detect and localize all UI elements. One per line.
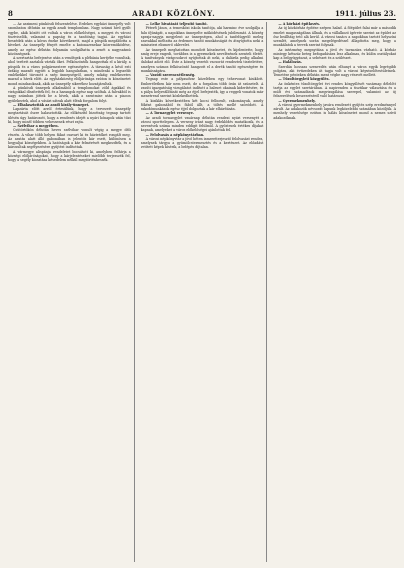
article-paragraph: A városi gyermekmenhely javára rendezett gyűjtés szép eredménnyel zárult. Az adakozók névsorát lapunk legközelebbi számában közöljük. A menhely vezetősége ezúton is hálás köszönetet mond a nemes szívű adakozóknak. [273, 102, 397, 120]
article-headline: — Vasúti szerencsétlenség. [145, 73, 196, 77]
issue-date: 1911. július 23. [335, 9, 396, 18]
article-paragraph: A városi népkönyvtár a jövő héten ismeretterjesztő felolvasást rendez, amelynek tárgya a gyümölcstermesztés és a kertészet. Az előadást vetített képek kísérik, a belépés díjtalan. [140, 136, 264, 150]
article-paragraph: Lapzárta előtt arról értesülünk, hogy a tervezett ünnepély megtartását őszre halasztották. Az előkészítő bizottság tegnap tartott ülésén úgy határozott, hogy a rendezés idejét a nyári hónapok után tűzi ki, hogy minél többen vehessenek részt rajta. [8, 107, 131, 124]
column-right [273, 22, 396, 562]
article-paragraph: — Az aszimeni pünkösdi felszentelése. Érdekes egyházi ünnepély volt szombaton délután az egyik aradi templomban. Nagy számú hívő gyűlt egybe, akik között ott voltak a város előkelőségei, a megyei és városi tisztviselők, valamint a papság és a tanítóság tagjai. Az egyházi beszédek után a kórus éneke következett, majd a püspök megáldotta a híveket. Az ünnepély fényét emelte a katonazenekar közreműködése, amely az egész délután folyamán szolgáltatta a zenét a nagyszámú közönségnek. [8, 22, 131, 56]
article-headline: — Gyermekmenhely. [278, 98, 316, 103]
column-middle [141, 22, 268, 562]
article-paragraph: Péterfi János, a temesközi iskola tanítója, aki harminc éve szolgálja a falu ifjúságát, a napokban ünnepelte működésének jubileumát. A község apraja-nagyja megjelent az ünnepségen, ahol a tanfelügyelő meleg szavakkal méltatta az érdemes tanító munkásságát és átnyújtotta neki a miniszteri elismerő oklevelet. [140, 26, 264, 48]
article-paragraph: A pünkösdi ünnepek alkalmából a templomokat zöld ágakkal és virágokkal díszítették fel, és a harangok egész nap szóltak. A falvakból is nagy számban jöttek be a hívek, akik a szentmise után a piacon gyülekeztek, ahol a vásári sátrak alatt élénk forgalom folyt. [8, 85, 131, 103]
article-columns [8, 22, 396, 562]
article-headline: — Halálozás. [278, 60, 302, 65]
article-paragraph: A szertartás befejezése után a vendégek a plébánia kertjébe vonultak, ahol terített asztalok várták őket. Felköszöntők hangzottak el a király, a püspök és a város polgármestere egészségére. A társaság a késő esti órákig maradt együtt a legjobb hangulatban, s mindenki a legszebb emlékekkel távozott a szép ünnepségről, amely sokáig emlékezetes marad a hívek előtt. Az egyházközség elöljárósága ezúton is köszönetet mond mindazoknak, akik az ünnepély sikeréhez hozzájárultak. [8, 56, 131, 86]
article-headline: — Tűzoltóegyleti közgyűlés. [278, 77, 330, 82]
article-paragraph: A vármegye alispánja rendeletet bocsátott ki, amelyben felhívja a községi elöljáróságokat, hogy a kárjelentéseket mielőbb terjesszék fel, hogy a segély kiosztása késedelem nélkül megtörténhessék. [8, 149, 131, 162]
column-left [8, 22, 135, 562]
article-headline: — Lelke hivatását teljesítő tanító. [145, 22, 208, 26]
article-headline: — A Tornaegylet versenye. [145, 111, 194, 116]
article-headline: — Felolvasás a népkönyvtárban. [145, 132, 205, 137]
page-header [8, 6, 396, 20]
article-paragraph: Az önkéntes tűzoltóegylet évi rendes közgyűlését vasárnap délelőtt tartja az egylet szertárában. A napirenden a tisztikar választása és a múlt évi számadások megvizsgálása szerepel, valamint az új felszerelések beszerzéséről való határozat. [273, 81, 397, 99]
article-paragraph: Az aradi tornaegylet vasárnap délután rendezi nyári versenyét a városi sporttelepen. A verseny iránt nagy érdeklődés mutatkozik, és a nevezések száma minden eddigit felülmúl. A győztesek értékes díjakat kapnak, amelyeket a város előkelőségei ajánlottak fel. [140, 115, 264, 133]
article-headline: — Szélvihar a megyében. [13, 124, 59, 128]
article-paragraph: Csütörtökön délután heves szélvihar vonult végig a megye déli részén. A vihar több helyen fákat csavart ki és háztetőket rongált meg. Az aratás alatt álló gabonában is jelentős kár esett, különösen a hegyaljai községekben. A hatóságok a kár felmérését megkezdték, és a károsultak segélyezésére gyűjtést indítottak. [8, 128, 131, 150]
page-number: 8 [8, 9, 13, 18]
article-paragraph: A kisiklás következtében két kocsi felborult, rakományuk, amely főként gabonából és fából állt, a töltés mellé szóródott. A rakodómunkások egész éjjel dolgoztak a kár elhárításán. [140, 98, 264, 111]
article-headline: — A kórházi építkezés. [278, 22, 321, 26]
newspaper-page [8, 6, 396, 562]
article-paragraph: Az új közkórház építése szépen halad. A főépület falai már a második emelet magasságában állnak, és a vállalkozó ígérete szerint az épület az ősz beálltáig tető alá kerül. A városi tanács a napokban tartott helyszíni szemlét, amelynek során megelégedéssel állapította meg, hogy a munkálatok a tervek szerint folynak. [273, 26, 397, 48]
article-paragraph: Az intézmény megnyitása a jövő év tavaszára várható. A kórház mintegy kétszáz beteg befogadására lesz alkalmas, és külön osztályokat kap a belgyógyászat, a sebészet és a szülészet. [273, 47, 397, 60]
article-headline: — Elhalasztották az aradi király-ünnepet. [13, 102, 90, 107]
article-paragraph: Az ünnepelt meghatottan mondott köszönetet, és kijelentette, hogy amíg ereje engedi, továbbra is a gyermekek nevelésének szenteli életét. A tanítványok virágcsokrot nyújtottak át neki, a dalárda pedig alkalmi dalokat adott elő. Este a község vezetői vacsorát rendeztek tiszteletére, amelyen számos felköszöntő hangzott el a derék tanító egészségére és munkásságára. [140, 47, 264, 73]
article-paragraph: Szerdán hosszas szenvedés után elhunyt a város egyik legrégibb polgára, aki évtizedeken át tagja volt a városi képviselőtestületnek. Temetése pénteken délután ment végbe nagy részvét mellett. [273, 64, 397, 77]
newspaper-title: ARADI KÖZLÖNY. [132, 9, 216, 18]
article-paragraph: Tegnap este a pályaudvar közelében egy tehervonat kisiklott. Emberéletben kár nem esett, de a forgalom több órán át szünetelt. A vasúti igazgatóság vizsgálatot indított a baleset okainak kiderítésére, és a pálya helyreállítását még az éjjel befejezték, így a reggeli vonatok már menetrend szerint közlekedhettek. [140, 77, 264, 99]
